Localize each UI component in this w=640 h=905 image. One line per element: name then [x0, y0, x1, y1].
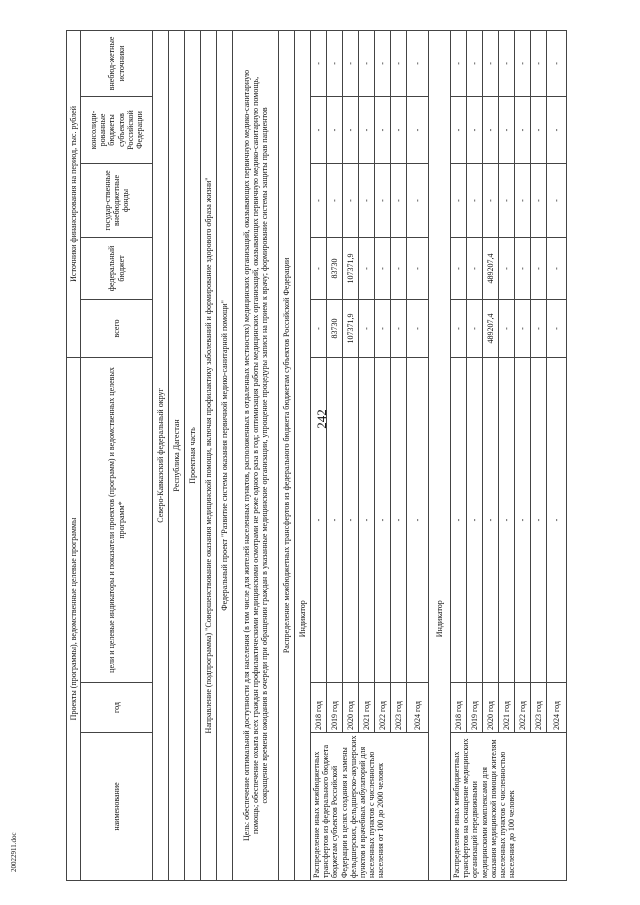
federal-cell: - — [515, 237, 531, 299]
year-cell: 2018 год — [451, 683, 467, 733]
goals-cell: - — [391, 357, 407, 682]
column-header-total: всего — [81, 299, 153, 357]
year-cell: 2019 год — [467, 683, 483, 733]
document-code: 20022911.doc — [10, 832, 18, 872]
state-funds-cell: - — [547, 163, 567, 237]
state-funds-cell: - — [359, 163, 375, 237]
total-cell: - — [499, 299, 515, 357]
goals-cell: - — [531, 357, 547, 682]
column-header-state-funds: государ-ственные внебюджетные фонды — [81, 163, 153, 237]
total-cell: - — [311, 299, 327, 357]
goals-cell: - — [359, 357, 375, 682]
extra-cell: - — [359, 30, 375, 96]
year-cell: 2020 год — [483, 683, 499, 733]
regional-cell: - — [359, 96, 375, 163]
federal-cell: - — [547, 237, 567, 299]
state-funds-cell: - — [483, 163, 499, 237]
year-cell: 2024 год — [407, 683, 429, 733]
total-cell: - — [451, 299, 467, 357]
regional-cell: - — [531, 96, 547, 163]
extra-cell: - — [499, 30, 515, 96]
column-header-goals: цели и целевые индикаторы и показатели проектов (программ) и ведомственных целевых программ* — [81, 357, 153, 682]
federal-cell: - — [407, 237, 429, 299]
extra-cell: - — [343, 30, 359, 96]
regional-cell: - — [327, 96, 343, 163]
regional-cell: - — [375, 96, 391, 163]
state-funds-cell: - — [375, 163, 391, 237]
extra-cell: - — [483, 30, 499, 96]
column-header-federal: федеральный бюджет — [81, 237, 153, 299]
column-header-year: год — [81, 683, 153, 733]
goals-cell: - — [451, 357, 467, 682]
year-cell: 2022 год — [515, 683, 531, 733]
extra-cell: - — [327, 30, 343, 96]
year-cell: 2020 год — [343, 683, 359, 733]
extra-cell: - — [467, 30, 483, 96]
extra-cell: - — [311, 30, 327, 96]
column-header-extra: внебюд-жетные источники — [81, 30, 153, 96]
total-cell: 83730 — [327, 299, 343, 357]
total-cell: - — [467, 299, 483, 357]
extra-cell: - — [451, 30, 467, 96]
regional-cell: - — [499, 96, 515, 163]
direction-title: Направление (подпрограмма) "Совершенствование оказания медицинской помощи, включая профилактику заболеваний и формирование здорового образа жизни" — [201, 30, 217, 880]
total-cell: - — [515, 299, 531, 357]
regional-cell: - — [391, 96, 407, 163]
state-funds-cell: - — [451, 163, 467, 237]
financing-table — [66, 30, 567, 881]
regional-cell: - — [467, 96, 483, 163]
total-cell: - — [375, 299, 391, 357]
regional-cell: - — [311, 96, 327, 163]
federal-cell: - — [499, 237, 515, 299]
column-header-name: наименование — [81, 733, 153, 881]
year-cell: 2019 год — [327, 683, 343, 733]
state-funds-cell: - — [531, 163, 547, 237]
total-cell: 489207,4 — [483, 299, 499, 357]
state-funds-cell: - — [311, 163, 327, 237]
goal-text: Цель: обеспечение оптимальной доступности для населения (в том числе для жителей населенных пунктов, расположенных в отдаленных местностях) медицинских организаций, оказывающих первичную медико-санитарную помощь; обеспечение охвата всех граждан профилактическими медицинскими осмотрами не реже одного раза в год; оптимизация работы медицинских организаций, оказывающих первичную медико-санитарную помощь, сокращение времени ожидания в очереди при обращении граждан в указанные медицинские организации, упрощение процедуры записи на прием к врачу; формирование системы защиты прав пациентов — [233, 30, 279, 880]
federal-cell: - — [467, 237, 483, 299]
year-cell: 2018 год — [311, 683, 327, 733]
state-funds-cell: - — [391, 163, 407, 237]
federal-cell: 83730 — [327, 237, 343, 299]
goals-cell: - — [327, 357, 343, 682]
row-name-block-2: Распределение иных межбюджетных трансфертов на оснащение медицинских организаций передвижными медицинскими комплексами для оказания медицинской помощи жителям населенных пунктов с численностью населения до 100 человек — [451, 733, 567, 881]
state-funds-cell: - — [327, 163, 343, 237]
projects-group-header: Проекты (программы), ведомственные целевые программы — [67, 357, 81, 880]
goals-cell: - — [467, 357, 483, 682]
transfers-title: Распределение межбюджетных трансфертов из федерального бюджета бюджетам субъектов Российской Федерации — [279, 30, 295, 880]
state-funds-cell: - — [407, 163, 429, 237]
goals-cell: - — [375, 357, 391, 682]
goals-cell: - — [515, 357, 531, 682]
state-funds-cell: - — [343, 163, 359, 237]
extra-cell: - — [531, 30, 547, 96]
financing-group-header: Источники финансирования на период, тыс. рублей — [67, 30, 81, 357]
total-cell: - — [407, 299, 429, 357]
goals-cell: - — [343, 357, 359, 682]
column-header-regional: консолиди-рованные бюджеты субъектов Российской Федерации — [81, 96, 153, 163]
federal-cell: - — [451, 237, 467, 299]
state-funds-cell: - — [467, 163, 483, 237]
federal-cell: - — [359, 237, 375, 299]
extra-cell: - — [375, 30, 391, 96]
goals-cell: - — [407, 357, 429, 682]
page-number: 242 — [313, 409, 329, 429]
regional-cell: - — [515, 96, 531, 163]
extra-cell: - — [391, 30, 407, 96]
goals-cell: - — [483, 357, 499, 682]
row-name-block-1: Распределение иных межбюджетных трансфертов из федерального бюджета бюджетам субъектов Российской Федерации в целях создания и замены фельдшерских, фельдшерско-акушерских пунктов и врачебных амбулаторий для населенных пунктов с численностью населения от 100 до 2000 человек — [311, 733, 429, 881]
total-cell: - — [391, 299, 407, 357]
year-cell: 2021 год — [359, 683, 375, 733]
year-cell: 2023 год — [531, 683, 547, 733]
rotated-table-container — [66, 31, 631, 881]
total-cell: - — [359, 299, 375, 357]
goals-cell: - — [547, 357, 567, 682]
extra-cell: - — [515, 30, 531, 96]
regional-cell: - — [451, 96, 467, 163]
federal-cell: - — [391, 237, 407, 299]
federal-project-title: Федеральный проект "Развитие системы оказания первичной медико-санитарной помощи" — [217, 30, 233, 880]
federal-cell: - — [311, 237, 327, 299]
federal-cell: 107371,9 — [343, 237, 359, 299]
federal-cell: - — [375, 237, 391, 299]
table-row — [451, 30, 467, 880]
regional-cell: - — [547, 96, 567, 163]
year-cell: 2023 год — [391, 683, 407, 733]
total-cell: - — [531, 299, 547, 357]
republic-title: Республика Дагестан — [169, 30, 185, 880]
year-cell: 2022 год — [375, 683, 391, 733]
regional-cell: - — [343, 96, 359, 163]
goals-cell: - — [499, 357, 515, 682]
extra-cell: - — [407, 30, 429, 96]
extra-cell: - — [547, 30, 567, 96]
state-funds-cell: - — [499, 163, 515, 237]
state-funds-cell: - — [515, 163, 531, 237]
indicator-label: Индикатор — [295, 357, 311, 880]
project-part-title: Проектная часть — [185, 30, 201, 880]
regional-cell: - — [483, 96, 499, 163]
district-title: Северо-Кавказский федеральный округ — [153, 30, 169, 880]
federal-cell: - — [531, 237, 547, 299]
federal-cell: 489207,4 — [483, 237, 499, 299]
regional-cell: - — [407, 96, 429, 163]
goals-cell: - — [311, 357, 327, 682]
indicator-label: Индикатор — [429, 357, 451, 880]
total-cell: 107371,9 — [343, 299, 359, 357]
year-cell: 2024 год — [547, 683, 567, 733]
total-cell: - — [547, 299, 567, 357]
table-row — [311, 30, 327, 880]
year-cell: 2021 год — [499, 683, 515, 733]
